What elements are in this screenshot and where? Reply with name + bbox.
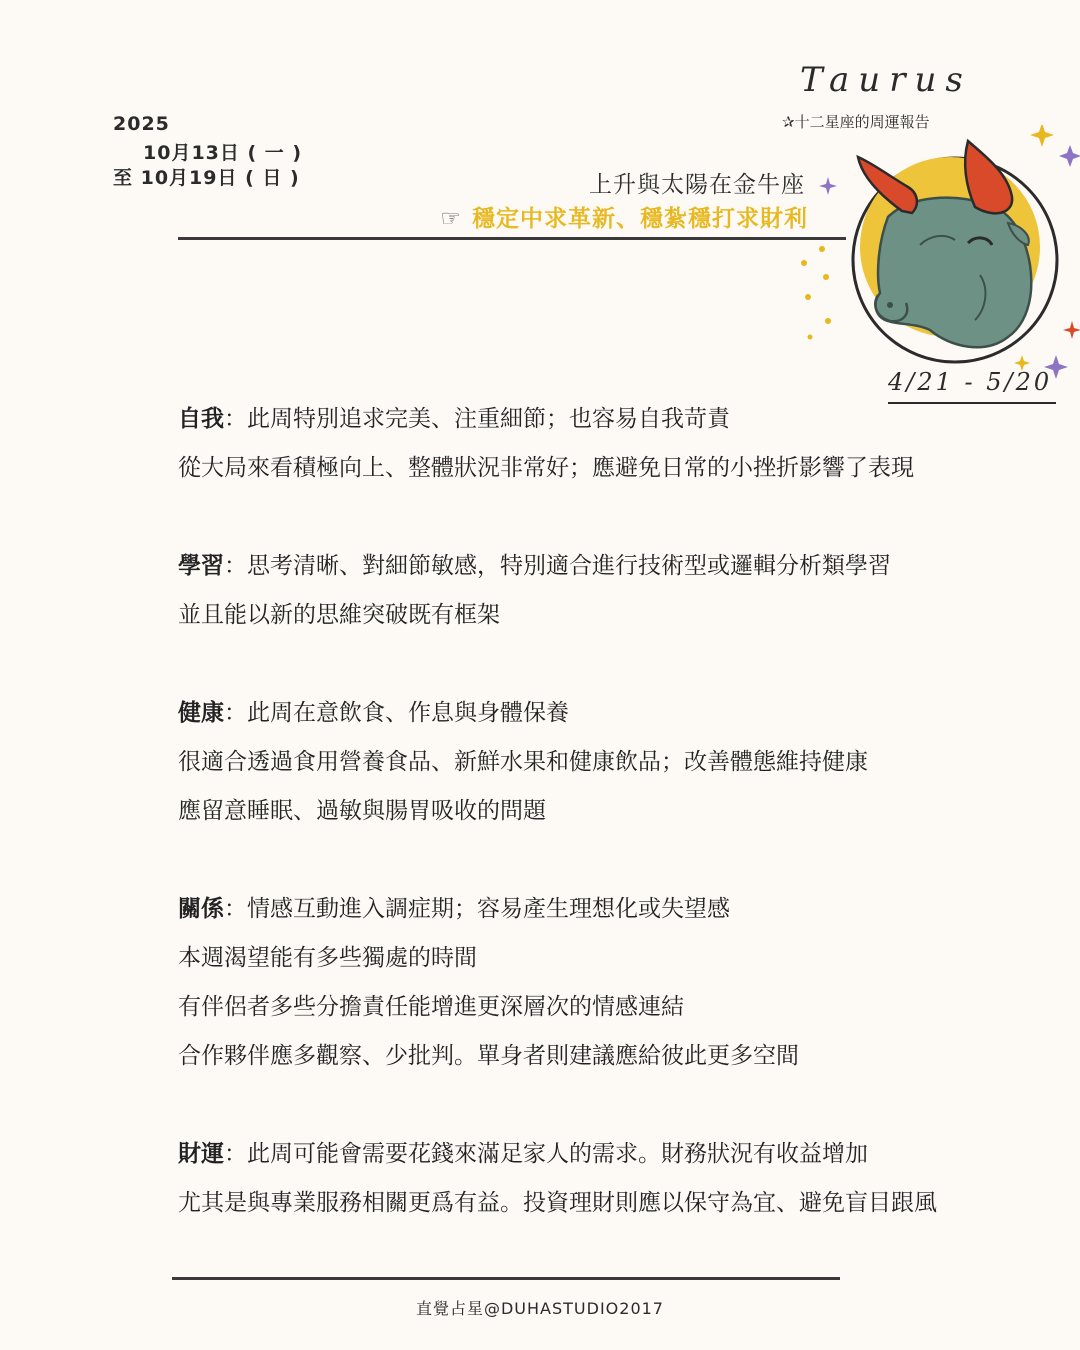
section-line: 應留意睡眠、過敏與腸胃吸收的問題	[178, 798, 546, 824]
bull-nostril	[887, 302, 893, 308]
theme-line	[440, 200, 808, 233]
sparkle-star-icon	[1059, 145, 1080, 167]
section-line: 有伴侶者多些分擔責任能增進更深層次的情感連結	[178, 994, 684, 1020]
section-text: ：此周可能會需要花錢來滿足家人的需求。財務狀況有收益增加	[224, 1141, 868, 1167]
top-divider	[178, 237, 846, 240]
section-line: 很適合透過食用營養食品、新鮮水果和健康飲品；改善體態維持健康	[178, 749, 868, 775]
bull-head	[876, 198, 1032, 348]
section-key: 關係	[178, 896, 224, 922]
section-line: 合作夥伴應多觀察、少批判。單身者則建議應給彼此更多空間	[178, 1043, 799, 1069]
section-key: 自我	[178, 406, 224, 432]
year: 2025	[113, 113, 170, 135]
date-range: 4/21 - 5/20	[888, 368, 1053, 396]
section-text: ：思考清晰、對細節敏感，特別適合進行技術型或邏輯分析類學習	[224, 553, 891, 579]
footer-credit: 直覺占星@DUHASTUDIO2017	[415, 1299, 664, 1318]
sparkle-star-icon	[1030, 125, 1054, 147]
section-relationship	[178, 885, 1058, 1081]
theme-text: 穩定中求革新、穩紮穩打求財利	[472, 206, 808, 232]
sparkle-star-icon	[819, 177, 837, 195]
section-line: 本週渴望能有多些獨處的時間	[178, 945, 477, 971]
bull-horn-right	[965, 141, 1012, 213]
section-study	[178, 542, 1058, 640]
subtitle: 上升與太陽在金牛座	[589, 172, 805, 198]
section-text: ：情感互動進入調症期；容易產生理想化或失望感	[224, 896, 730, 922]
bottom-divider	[172, 1277, 840, 1280]
section-text: ：此周特別追求完美、注重細節；也容易自我苛責	[224, 406, 730, 432]
section-key: 財運	[178, 1141, 224, 1167]
section-line: 尤其是與專業服務相關更爲有益。投資理財則應以保守為宜、避免盲目跟風	[178, 1190, 937, 1216]
section-key: 健康	[178, 700, 224, 726]
pointing-hand-icon: ☞	[440, 206, 462, 232]
sign-name: Taurus	[800, 60, 972, 100]
section-wealth	[178, 1130, 1058, 1228]
date-start: 10月13日 ( 一 )	[143, 142, 303, 164]
section-line: 並且能以新的思維突破既有框架	[178, 602, 500, 628]
series-label: ✰十二星座的周運報告	[782, 113, 930, 131]
section-text: ：此周在意飲食、作息與身體保養	[224, 700, 569, 726]
section-line: 從大局來看積極向上、整體狀況非常好；應避免日常的小挫折影響了表現	[178, 455, 914, 481]
bull-head-illustration	[780, 125, 1080, 395]
date-end: 至 10月19日 ( 日 )	[113, 167, 300, 189]
section-key: 學習	[178, 553, 224, 579]
section-health	[178, 689, 1058, 836]
sparkle-star-icon	[1063, 321, 1080, 339]
section-self	[178, 395, 1058, 493]
